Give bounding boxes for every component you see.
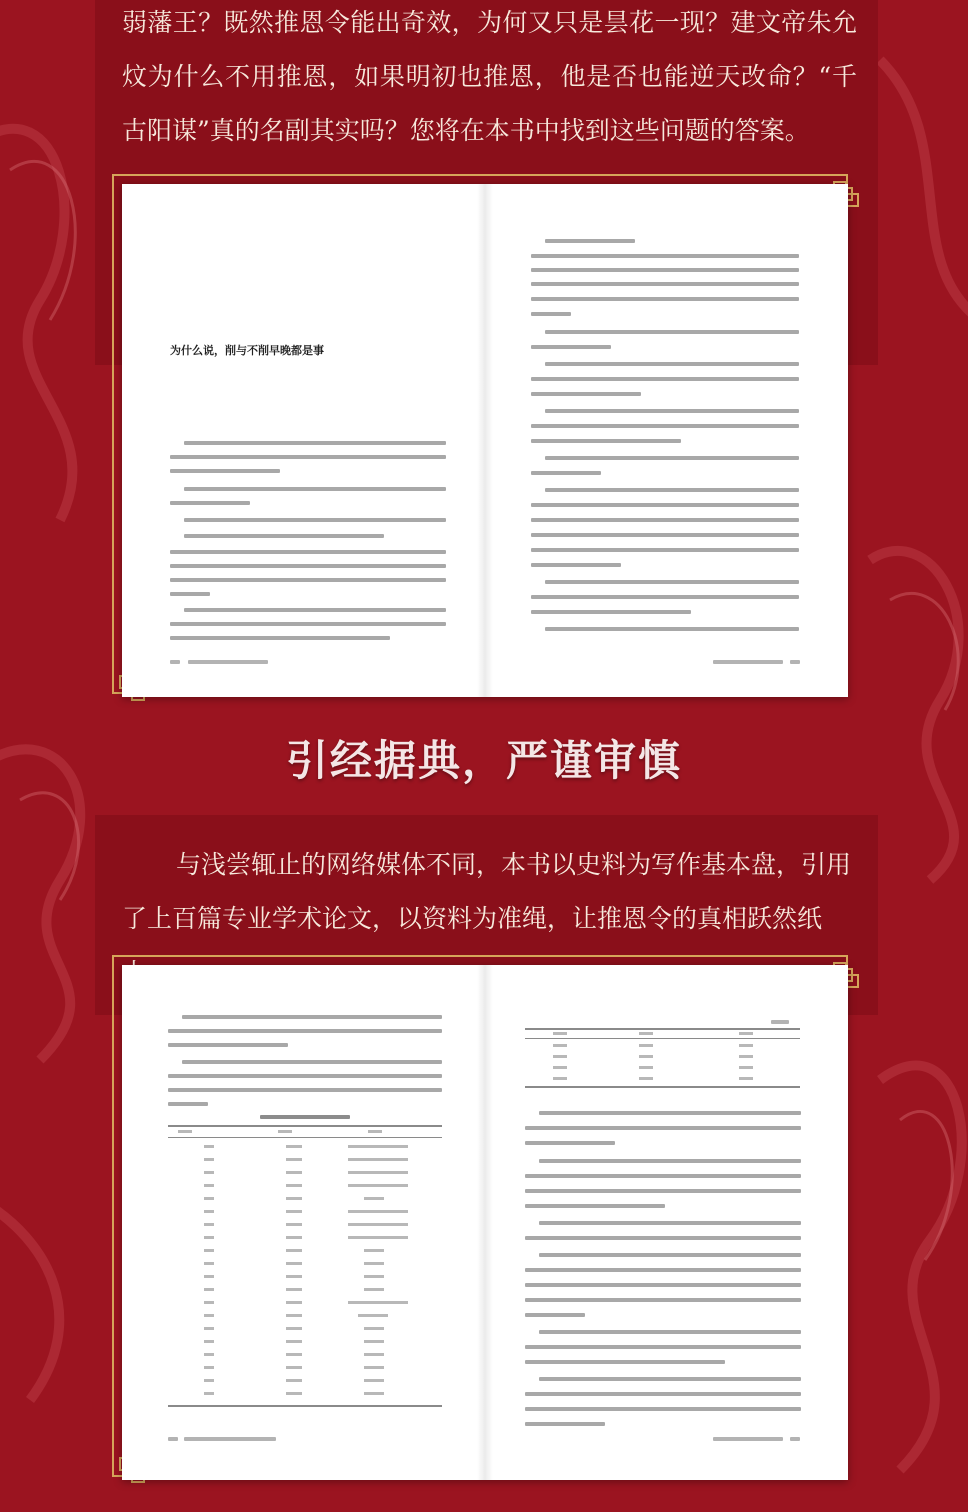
text-line [545, 409, 799, 413]
table-cell [286, 1379, 302, 1382]
table-cell [204, 1145, 214, 1148]
sample-page-spread [122, 184, 848, 697]
text-line [525, 1407, 801, 1411]
table-cell [348, 1210, 408, 1213]
table-cell [286, 1327, 302, 1330]
table-cell [286, 1184, 302, 1187]
table-cell [348, 1184, 408, 1187]
text-line [539, 1253, 801, 1257]
text-line [539, 1330, 801, 1334]
table-cell [739, 1066, 753, 1069]
text-line [539, 1111, 801, 1115]
text-line [168, 1043, 288, 1047]
text-line [539, 1377, 801, 1381]
left-page [122, 184, 485, 697]
table-cell [204, 1340, 214, 1343]
table-cell [286, 1392, 302, 1395]
text-line [170, 578, 446, 582]
text-line [170, 501, 250, 505]
text-line [170, 636, 390, 640]
intro-paragraph: 弱藩王？既然推恩令能出奇效，为何又只是昙花一现？建文帝朱允炆为什么不用推恩，如果明初也推恩，他是否也能逆天改命？“千古阳谋”真的名副其实吗？您将在本书中找到这些问题的答案。 [122, 8, 857, 145]
table-cell [286, 1171, 302, 1174]
table-caption [260, 1115, 350, 1119]
text-line [531, 312, 571, 316]
text-line [539, 1159, 801, 1163]
body-paragraph: 与浅尝辄止的网络媒体不同，本书以史料为写作基本盘，引用了上百篇专业学术论文，以资料为准绳，让推恩令的真相跃然纸 [122, 850, 852, 933]
table-cell [739, 1044, 753, 1047]
text-line [184, 487, 446, 491]
table-cell [278, 1130, 292, 1133]
text-line [170, 592, 210, 596]
table-cell [286, 1249, 302, 1252]
table-cell [286, 1197, 302, 1200]
table-cell [204, 1262, 214, 1265]
text-line [525, 1345, 801, 1349]
text-line [531, 471, 601, 475]
table-cell [286, 1366, 302, 1369]
text-line [531, 377, 799, 381]
text-line [531, 424, 799, 428]
table-cell [348, 1236, 408, 1239]
text-line [525, 1268, 801, 1272]
table-cell [364, 1392, 384, 1395]
table-cell [364, 1197, 384, 1200]
table-cell [739, 1077, 753, 1080]
text-line [545, 239, 635, 243]
table-cell [204, 1249, 214, 1252]
text-line [531, 439, 681, 443]
table-cell [358, 1314, 388, 1317]
sample-page-spread [122, 965, 848, 1480]
right-page [485, 965, 848, 1480]
table-note [771, 1020, 789, 1024]
text-line [525, 1392, 801, 1396]
text-line [525, 1236, 801, 1240]
text-line [184, 518, 446, 522]
table-cell [286, 1262, 302, 1265]
text-line [182, 1015, 442, 1019]
chapter-heading: 为什么说，削与不削早晚都是事 [170, 344, 324, 357]
table-cell [364, 1327, 384, 1330]
text-line [531, 392, 641, 396]
text-line [170, 550, 446, 554]
table-cell [286, 1158, 302, 1161]
table-cell [286, 1223, 302, 1226]
table-cell [364, 1379, 384, 1382]
table-cell [286, 1275, 302, 1278]
text-line [170, 469, 280, 473]
text-line [531, 518, 799, 522]
text-line [170, 564, 446, 568]
table-cell [204, 1236, 214, 1239]
table-cell [204, 1197, 214, 1200]
table-cell [204, 1366, 214, 1369]
table-cell [286, 1236, 302, 1239]
table-cell [204, 1275, 214, 1278]
text-line [168, 1088, 442, 1092]
table-cell [286, 1145, 302, 1148]
text-line [545, 330, 799, 334]
text-line [531, 297, 799, 301]
table-cell [286, 1314, 302, 1317]
text-line [525, 1174, 801, 1178]
text-line [545, 488, 799, 492]
text-line [525, 1126, 801, 1130]
text-line [525, 1422, 605, 1426]
table-rule [525, 1086, 800, 1088]
table-cell [204, 1171, 214, 1174]
table-cell [639, 1032, 653, 1035]
table-cell [204, 1210, 214, 1213]
text-line [525, 1189, 801, 1193]
table-cell [639, 1066, 653, 1069]
left-page [122, 965, 485, 1480]
text-line [545, 362, 799, 366]
table-cell [739, 1055, 753, 1058]
text-line [531, 282, 799, 286]
text-line [531, 548, 799, 552]
text-line [545, 627, 799, 631]
table-cell [553, 1077, 567, 1080]
folio-mark [713, 1437, 783, 1441]
table-cell [639, 1044, 653, 1047]
text-line [539, 1221, 801, 1225]
data-table [168, 1115, 442, 1415]
section-title: 引经据典，严谨审慎 [285, 736, 682, 785]
table-cell [553, 1055, 567, 1058]
folio-mark [170, 660, 180, 664]
table-cell [553, 1066, 567, 1069]
text-line [170, 455, 446, 459]
table-cell [178, 1130, 192, 1133]
table-cell [368, 1130, 382, 1133]
table-rule [168, 1137, 442, 1138]
table-cell [364, 1262, 384, 1265]
table-cell [553, 1044, 567, 1047]
table-cell [204, 1392, 214, 1395]
table-cell [639, 1055, 653, 1058]
text-line [531, 268, 799, 272]
table-cell [286, 1340, 302, 1343]
text-line [531, 563, 621, 567]
text-line [545, 456, 799, 460]
text-line [525, 1283, 801, 1287]
table-cell [364, 1288, 384, 1291]
table-cell [348, 1301, 408, 1304]
text-line [531, 610, 691, 614]
table-cell [204, 1184, 214, 1187]
table-cell [204, 1379, 214, 1382]
text-line [170, 622, 446, 626]
text-line [531, 345, 611, 349]
table-rule [168, 1405, 442, 1407]
text-line [525, 1141, 615, 1145]
text-line [531, 595, 799, 599]
text-line [168, 1074, 442, 1078]
table-cell [286, 1353, 302, 1356]
table-cell [204, 1314, 214, 1317]
table-cell [204, 1301, 214, 1304]
folio-mark [790, 660, 800, 664]
table-cell [204, 1353, 214, 1356]
text-line [184, 534, 384, 538]
text-line [525, 1360, 725, 1364]
text-line [168, 1029, 442, 1033]
table-cell [364, 1275, 384, 1278]
table-cell [348, 1158, 408, 1161]
folio-mark [168, 1437, 178, 1441]
table-cell [348, 1145, 408, 1148]
text-line [531, 503, 799, 507]
text-line [531, 254, 799, 258]
table-cell [348, 1171, 408, 1174]
table-cell [286, 1288, 302, 1291]
table-cell [364, 1353, 384, 1356]
table-rule [525, 1028, 800, 1030]
table-cell [348, 1223, 408, 1226]
table-cell [204, 1288, 214, 1291]
folio-mark [184, 1437, 276, 1441]
text-line [184, 441, 446, 445]
data-table-continued [525, 1020, 800, 1090]
text-line [525, 1298, 801, 1302]
folio-mark [713, 660, 783, 664]
table-rule [525, 1038, 800, 1039]
table-cell [286, 1301, 302, 1304]
table-rule [168, 1125, 442, 1127]
table-cell [364, 1249, 384, 1252]
folio-mark [188, 660, 268, 664]
text-line [182, 1060, 442, 1064]
text-line [184, 608, 446, 612]
table-cell [553, 1032, 567, 1035]
text-line [531, 533, 799, 537]
table-cell [204, 1327, 214, 1330]
table-cell [286, 1210, 302, 1213]
table-cell [639, 1077, 653, 1080]
table-cell [364, 1340, 384, 1343]
right-page [485, 184, 848, 697]
table-cell [364, 1366, 384, 1369]
text-line [525, 1313, 585, 1317]
table-cell [739, 1032, 753, 1035]
folio-mark [790, 1437, 800, 1441]
text-line [168, 1102, 208, 1106]
text-line [525, 1204, 665, 1208]
text-line [545, 580, 799, 584]
table-cell [204, 1223, 214, 1226]
table-cell [204, 1158, 214, 1161]
